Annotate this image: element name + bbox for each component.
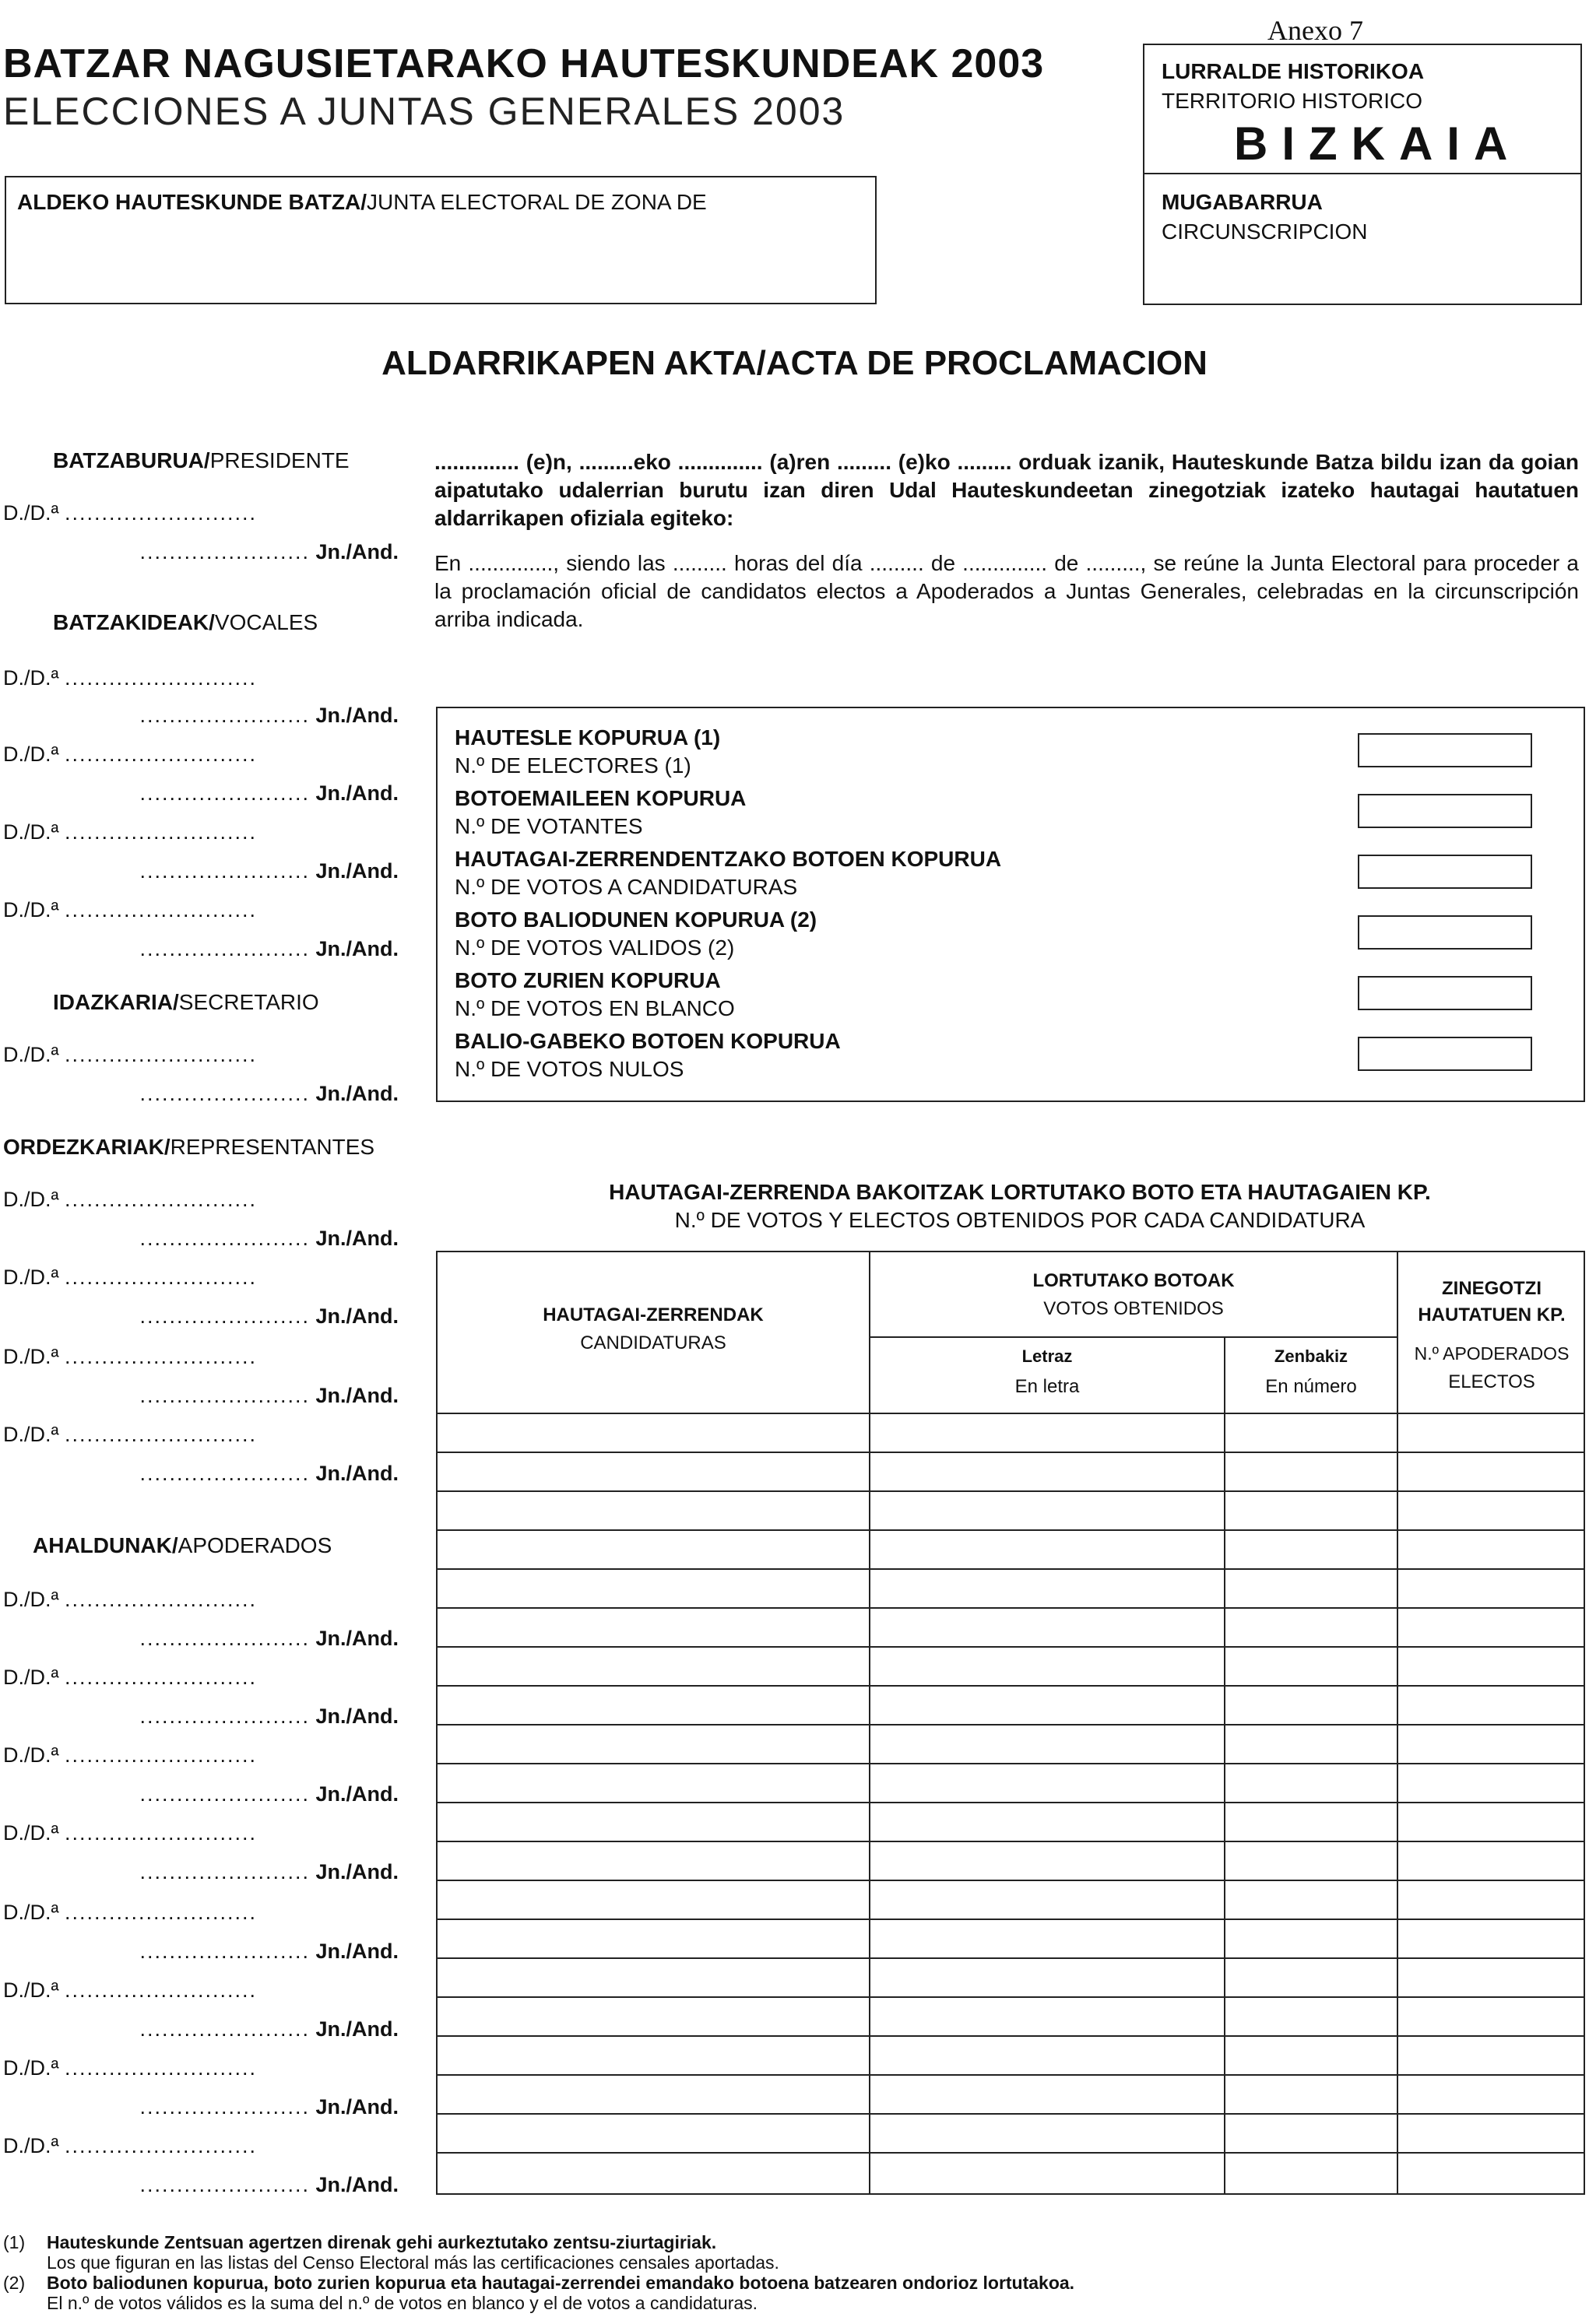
intro-text-basque: .............. (e)n, .........eko .............. (a)ren ......... (e)ko ......... orduak izanik, Hauteskunde Batza bildu izan da goian aipatutako udalerrian burutu izan diren Udal Hauteskundeetan zinegotziak izateko hautagai hautatuen aldarrikapen ofiziala egiteko: [434, 450, 1579, 530]
dotted-line: .......................... [65, 1978, 258, 2002]
table-row[interactable] [436, 1529, 1585, 1531]
jn-label: Jn./And. [315, 2017, 399, 2041]
dotted-line: ....................... [139, 1704, 310, 1728]
voters-label-spanish: N.º DE VOTANTES [455, 814, 643, 838]
dd-label: D./D.ª [3, 1043, 59, 1066]
dotted-line: ....................... [139, 1384, 310, 1407]
valid-votes-label-basque: BOTO BALIODUNEN KOPURUA (2) [455, 907, 817, 932]
territory-label-spanish: TERRITORIO HISTORICO [1162, 89, 1422, 113]
attorney-name-field[interactable] [3, 1743, 257, 1768]
attorney-signature-field[interactable] [3, 1704, 399, 1729]
jn-label: Jn./And. [315, 1627, 399, 1650]
dotted-line: .......................... [65, 1901, 258, 1924]
dd-label: D./D.ª [3, 2134, 59, 2157]
secretary-heading [53, 990, 319, 1015]
dd-label: D./D.ª [3, 820, 59, 844]
attorney-signature-field[interactable] [3, 1940, 399, 1964]
footnote-2-spanish: El n.º de votos válidos es la suma del n.º de votos en blanco y el de votos a candidaturas. [47, 2293, 758, 2313]
representatives-heading-spanish: REPRESENTANTES [170, 1135, 375, 1159]
attorney-name-field[interactable] [3, 1666, 257, 1690]
col-elected-basque-1: ZINEGOTZI [1442, 1278, 1542, 1299]
dd-label: D./D.ª [3, 501, 59, 525]
vocal-name-field[interactable] [3, 742, 257, 767]
table-row[interactable] [436, 1957, 1585, 1959]
blank-votes-input[interactable] [1358, 976, 1532, 1010]
vocal-signature-field[interactable] [3, 937, 399, 961]
dd-label: D./D.ª [3, 1266, 59, 1289]
dotted-line: .......................... [65, 1266, 258, 1289]
voters-label-basque: BOTOEMAILEEN KOPURUA [455, 786, 747, 810]
attorney-name-field[interactable] [3, 1588, 257, 1612]
secretary-heading-spanish: SECRETARIO [178, 990, 319, 1014]
table-row[interactable] [436, 1685, 1585, 1687]
vocal-signature-field[interactable] [3, 704, 399, 728]
annex-label: Anexo 7 [1267, 15, 1363, 46]
jn-label: Jn./And. [315, 2173, 399, 2196]
representatives-heading [3, 1135, 374, 1160]
jn-label: Jn./And. [315, 937, 399, 960]
column-divider [1224, 1336, 1225, 2195]
dotted-line: ....................... [139, 2017, 310, 2041]
territory-divider [1143, 173, 1582, 174]
dotted-line: .......................... [65, 1588, 258, 1611]
dotted-line: ....................... [139, 1227, 310, 1250]
dotted-line: ....................... [139, 1082, 310, 1105]
jn-label: Jn./And. [315, 1940, 399, 1963]
table-row[interactable] [436, 1802, 1585, 1803]
attorney-name-field[interactable] [3, 2134, 257, 2158]
jn-label: Jn./And. [315, 781, 399, 805]
dotted-line: .......................... [65, 1821, 258, 1845]
attorney-name-field[interactable] [3, 1901, 257, 1925]
dotted-line: .......................... [65, 666, 258, 690]
electors-label-basque: HAUTESLE KOPURUA (1) [455, 725, 721, 750]
jn-label: Jn./And. [315, 1782, 399, 1806]
attorneys-heading [33, 1533, 332, 1558]
jn-label: Jn./And. [315, 1704, 399, 1728]
null-votes-input[interactable] [1358, 1037, 1532, 1071]
dotted-line: ....................... [139, 859, 310, 883]
title-spanish: ELECCIONES A JUNTAS GENERALES 2003 [3, 90, 845, 133]
jn-label: Jn./And. [315, 540, 399, 563]
dotted-line: ....................... [139, 2173, 310, 2196]
representative-name-field[interactable] [3, 1345, 257, 1369]
subheader-divider [869, 1336, 1398, 1338]
attorney-signature-field[interactable] [3, 2095, 399, 2119]
dd-label: D./D.ª [3, 1901, 59, 1924]
null-votes-label-spanish: N.º DE VOTOS NULOS [455, 1057, 684, 1081]
dotted-line: ....................... [139, 937, 310, 960]
table-row[interactable] [436, 1841, 1585, 1842]
territory-name: BIZKAIA [1234, 118, 1522, 170]
dd-label: D./D.ª [3, 1978, 59, 2002]
dotted-line: .......................... [65, 1423, 258, 1446]
attorney-signature-field[interactable] [3, 2017, 399, 2041]
blank-votes-label-spanish: N.º DE VOTOS EN BLANCO [455, 996, 735, 1020]
attorney-signature-field[interactable] [3, 1627, 399, 1651]
representative-signature-field[interactable] [3, 1304, 399, 1329]
col-number-basque: Zenbakiz [1274, 1346, 1348, 1366]
table-row[interactable] [436, 2152, 1585, 2154]
valid-votes-input[interactable] [1358, 915, 1532, 950]
electors-label-spanish: N.º DE ELECTORES (1) [455, 753, 691, 778]
col-elected-spanish-2: ELECTOS [1448, 1371, 1535, 1392]
dd-label: D./D.ª [3, 1666, 59, 1689]
representative-signature-field[interactable] [3, 1462, 399, 1486]
representative-name-field[interactable] [3, 1266, 257, 1290]
jn-label: Jn./And. [315, 1860, 399, 1883]
dd-label: D./D.ª [3, 742, 59, 766]
dotted-line: .......................... [65, 1188, 258, 1211]
intro-text-spanish: En .............., siendo las ......... horas del día ......... de .............. de ........., se reúne la Junta Electoral para proceder a la proclamación oficial de candidatos electos a Apoderados a Juntas Generales, celebradas en la circunscripción arriba indicada. [434, 551, 1579, 631]
vocal-name-field[interactable] [3, 820, 257, 844]
null-votes-label-basque: BALIO-GABEKO BOTOEN KOPURUA [455, 1029, 841, 1053]
vocales-heading [53, 610, 318, 635]
col-candidaturas-spanish: CANDIDATURAS [580, 1332, 726, 1353]
representative-signature-field[interactable] [3, 1384, 399, 1408]
dotted-line: ....................... [139, 1462, 310, 1485]
electors-input[interactable] [1358, 733, 1532, 767]
valid-votes-label-spanish: N.º DE VOTOS VALIDOS (2) [455, 936, 735, 960]
jn-label: Jn./And. [315, 1384, 399, 1407]
dd-label: D./D.ª [3, 1821, 59, 1845]
voters-input[interactable] [1358, 794, 1532, 828]
table-row[interactable] [436, 1880, 1585, 1881]
president-name-field[interactable] [3, 501, 257, 525]
blank-votes-label-basque: BOTO ZURIEN KOPURUA [455, 968, 721, 992]
footnote-1-basque: Hauteskunde Zentsuan agertzen direnak gehi aurkeztutako zentsu-ziurtagiriak. [47, 2232, 717, 2252]
votes-candidacies-label-basque: HAUTAGAI-ZERRENDENTZAKO BOTOEN KOPURUA [455, 847, 1002, 871]
zone-label-spanish: JUNTA ELECTORAL DE ZONA DE [367, 190, 707, 214]
col-candidaturas-basque: HAUTAGAI-ZERRENDAK [543, 1304, 764, 1325]
table-row[interactable] [436, 2035, 1585, 2037]
dotted-line: ....................... [139, 1860, 310, 1883]
col-letter-basque: Letraz [1021, 1346, 1073, 1366]
vocales-heading-spanish: VOCALES [214, 610, 318, 634]
table-row[interactable] [436, 1568, 1585, 1570]
table-row[interactable] [436, 1490, 1585, 1492]
jn-label: Jn./And. [315, 859, 399, 883]
dotted-line: .......................... [65, 1666, 258, 1689]
votes-candidacies-label-spanish: N.º DE VOTOS A CANDIDATURAS [455, 875, 798, 899]
header-divider [436, 1413, 1585, 1414]
dd-label: D./D.ª [3, 666, 59, 690]
dotted-line: .......................... [65, 2056, 258, 2080]
footnote-2-number: (2) [3, 2273, 26, 2293]
president-heading-spanish: PRESIDENTE [209, 448, 350, 472]
dotted-line: .......................... [65, 501, 258, 525]
dotted-line: .......................... [65, 1345, 258, 1368]
attorney-name-field[interactable] [3, 1978, 257, 2003]
table-row[interactable] [436, 1724, 1585, 1725]
results-title-basque: HAUTAGAI-ZERRENDA BAKOITZAK LORTUTAKO BOTO ETA HAUTAGAIEN KP. [609, 1180, 1431, 1204]
table-row[interactable] [436, 1607, 1585, 1609]
vocal-signature-field[interactable] [3, 781, 399, 806]
dotted-line: ....................... [139, 2095, 310, 2119]
footnote-2-basque: Boto baliodunen kopurua, boto zurien kopurua eta hautagai-zerrendei emandako botoena batzearen ondorioz lortutakoa. [47, 2273, 1075, 2293]
votes-candidacies-input[interactable] [1358, 855, 1532, 889]
secretary-signature-field[interactable] [3, 1082, 399, 1106]
col-number-spanish: En número [1265, 1376, 1357, 1397]
dotted-line: ....................... [139, 1782, 310, 1806]
dotted-line: .......................... [65, 898, 258, 922]
dotted-line: .......................... [65, 820, 258, 844]
secretary-heading-basque: IDAZKARIA/ [53, 990, 179, 1014]
zone-label [17, 190, 707, 215]
vocal-name-field[interactable] [3, 898, 257, 922]
attorney-name-field[interactable] [3, 2056, 257, 2080]
secretary-name-field[interactable] [3, 1043, 257, 1067]
dd-label: D./D.ª [3, 898, 59, 922]
attorney-signature-field[interactable] [3, 2173, 399, 2197]
col-letter-spanish: En letra [1014, 1376, 1080, 1397]
dd-label: D./D.ª [3, 1743, 59, 1767]
dotted-line: .......................... [65, 1043, 258, 1066]
dotted-line: ....................... [139, 540, 310, 563]
col-votes-basque: LORTUTAKO BOTOAK [1032, 1270, 1235, 1291]
footnote-1-spanish: Los que figuran en las listas del Censo Electoral más las certificaciones censales aportadas. [47, 2252, 779, 2273]
dd-label: D./D.ª [3, 1345, 59, 1368]
vocal-signature-field[interactable] [3, 859, 399, 883]
jn-label: Jn./And. [315, 1304, 399, 1328]
president-heading-basque: BATZABURUA/ [53, 448, 210, 472]
dotted-line: ....................... [139, 1304, 310, 1328]
circumscription-label-spanish: CIRCUNSCRIPCION [1162, 219, 1368, 244]
col-elected-spanish-1: N.º APODERADOS [1414, 1343, 1570, 1364]
dotted-line: ....................... [139, 704, 310, 727]
attorneys-heading-basque: AHALDUNAK/ [33, 1533, 178, 1557]
vocales-heading-basque: BATZAKIDEAK/ [53, 610, 215, 634]
table-row[interactable] [436, 2074, 1585, 2076]
president-signature-field[interactable] [3, 540, 399, 564]
dotted-line: .......................... [65, 1743, 258, 1767]
table-row[interactable] [436, 1646, 1585, 1648]
dd-label: D./D.ª [3, 1188, 59, 1211]
dd-label: D./D.ª [3, 1423, 59, 1446]
attorney-signature-field[interactable] [3, 1860, 399, 1884]
vocal-name-field[interactable] [3, 666, 257, 690]
jn-label: Jn./And. [315, 2095, 399, 2119]
dotted-line: ....................... [139, 1627, 310, 1650]
jn-label: Jn./And. [315, 1227, 399, 1250]
table-row[interactable] [436, 1919, 1585, 1920]
dd-label: D./D.ª [3, 1588, 59, 1611]
footnote-1-number: (1) [3, 2232, 26, 2252]
president-heading [53, 448, 350, 473]
attorney-name-field[interactable] [3, 1821, 257, 1845]
representative-name-field[interactable] [3, 1423, 257, 1447]
table-row[interactable] [436, 1763, 1585, 1764]
circumscription-label-basque: MUGABARRUA [1162, 190, 1323, 214]
attorney-signature-field[interactable] [3, 1782, 399, 1806]
attorneys-heading-spanish: APODERADOS [178, 1533, 332, 1557]
territory-label-basque: LURRALDE HISTORIKOA [1162, 59, 1425, 83]
zone-label-basque: ALDEKO HAUTESKUNDE BATZA/ [17, 190, 367, 214]
results-title-spanish: N.º DE VOTOS Y ELECTOS OBTENIDOS POR CADA CANDIDATURA [674, 1208, 1366, 1232]
dotted-line: .......................... [65, 2134, 258, 2157]
representatives-heading-basque: ORDEZKARIAK/ [3, 1135, 171, 1159]
jn-label: Jn./And. [315, 1082, 399, 1105]
table-row[interactable] [436, 1996, 1585, 1998]
col-elected-basque-2: HAUTATUEN KP. [1418, 1304, 1566, 1325]
jn-label: Jn./And. [315, 1462, 399, 1485]
document-title: ALDARRIKAPEN AKTA/ACTA DE PROCLAMACION [381, 344, 1208, 382]
col-votes-spanish: VOTOS OBTENIDOS [1043, 1298, 1224, 1319]
dotted-line: ....................... [139, 781, 310, 805]
table-row[interactable] [436, 2113, 1585, 2115]
table-row[interactable] [436, 1452, 1585, 1453]
dotted-line: ....................... [139, 1940, 310, 1963]
title-basque: BATZAR NAGUSIETARAKO HAUTESKUNDEAK 2003 [3, 41, 1045, 86]
jn-label: Jn./And. [315, 704, 399, 727]
dd-label: D./D.ª [3, 2056, 59, 2080]
dotted-line: .......................... [65, 742, 258, 766]
